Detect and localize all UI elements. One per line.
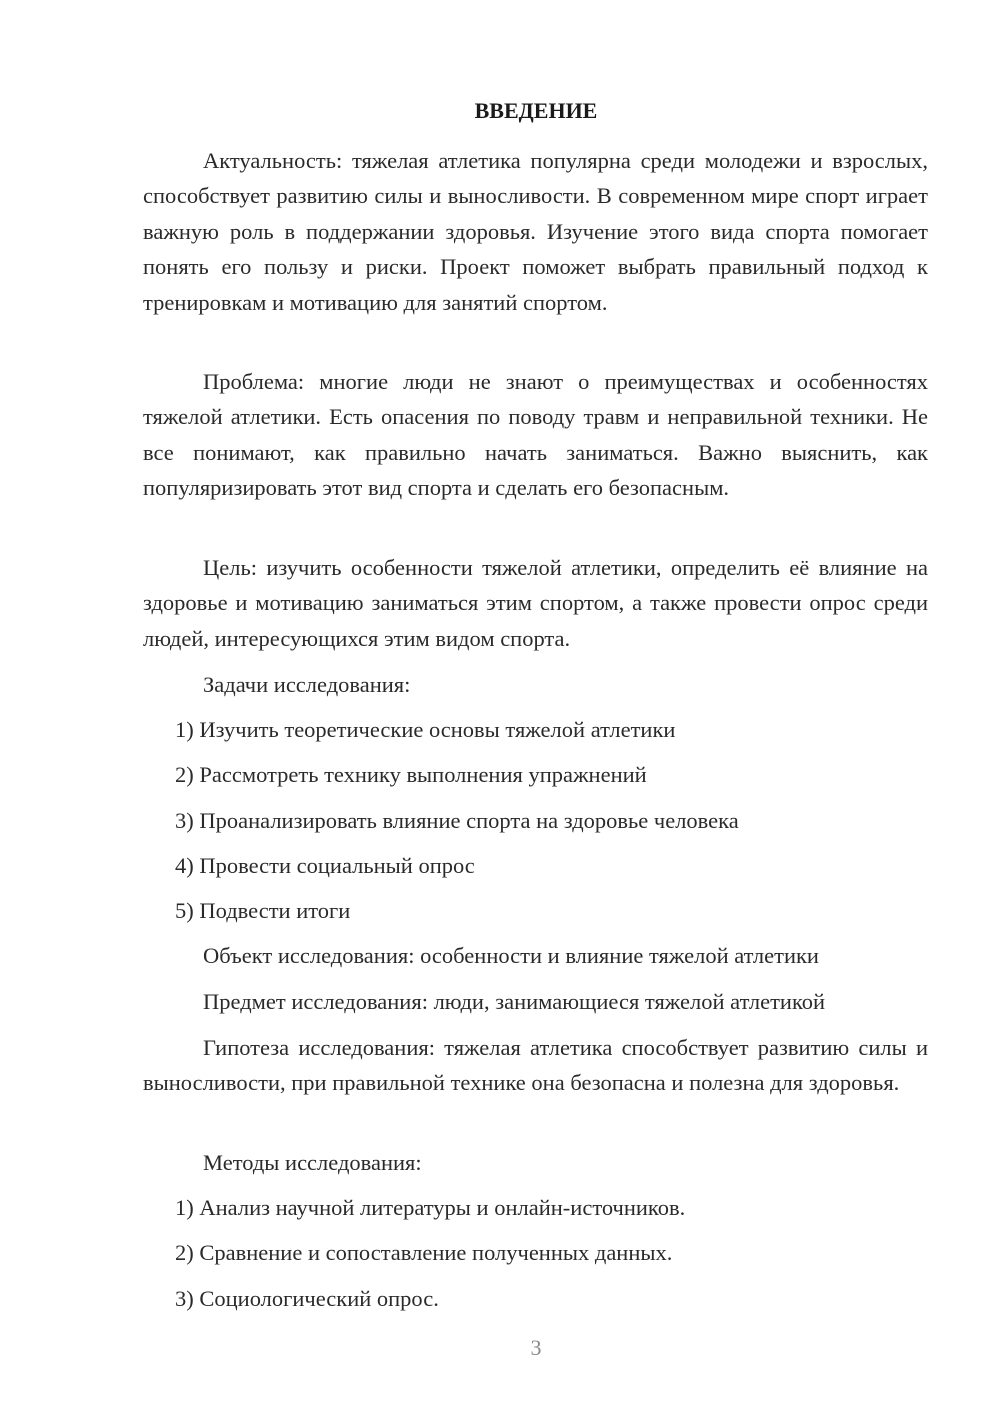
methods-heading: Методы исследования:: [203, 1150, 422, 1175]
relevance-paragraph: Актуальность: тяжелая атлетика популярна среди молодежи и взрослых, способствует развитию силы и выносливости. В современном мире спорт играет важную роль в поддержании здоровья. Изучение этого вида спорта помогает понять его пользу и риски. Проект поможет выбрать правильный подход к тренировкам и мотивацию для занятий спортом.: [143, 148, 928, 315]
hypothesis-paragraph: Гипотеза исследования: тяжелая атлетика способствует развитию силы и выносливости, при правильной технике она безопасна и полезна для здоровья.: [143, 1035, 928, 1096]
research-object: Объект исследования: особенности и влияние тяжелой атлетики: [203, 943, 819, 968]
research-subject: Предмет исследования: люди, занимающиеся тяжелой атлетикой: [203, 989, 826, 1014]
method-item-2: 2) Сравнение и сопоставление полученных данных.: [175, 1240, 673, 1265]
goal-paragraph: Цель: изучить особенности тяжелой атлетики, определить её влияние на здоровье и мотивацию заниматься этим спортом, а также провести опрос среди людей, интересующихся этим видом спорта.: [143, 555, 928, 651]
method-item-1: 1) Анализ научной литературы и онлайн-источников.: [175, 1195, 686, 1220]
task-item-1: 1) Изучить теоретические основы тяжелой атлетики: [175, 717, 676, 742]
method-item-3: 3) Социологический опрос.: [175, 1286, 439, 1311]
task-item-5: 5) Подвести итоги: [175, 898, 351, 923]
page-number: 3: [530, 1335, 542, 1360]
task-item-4: 4) Провести социальный опрос: [175, 853, 475, 878]
task-item-2: 2) Рассмотреть технику выполнения упражнений: [175, 762, 647, 787]
problem-paragraph: Проблема: многие люди не знают о преимуществах и особенностях тяжелой атлетики. Есть опасения по поводу травм и неправильной техники. Не все понимают, как правильно начать заниматься. Важно выяснить, как популяризировать этот вид спорта и сделать его безопасным.: [143, 369, 928, 501]
page-title: ВВЕДЕНИЕ: [474, 98, 598, 123]
tasks-heading: Задачи исследования:: [203, 672, 411, 697]
task-item-3: 3) Проанализировать влияние спорта на здоровье человека: [175, 808, 739, 833]
